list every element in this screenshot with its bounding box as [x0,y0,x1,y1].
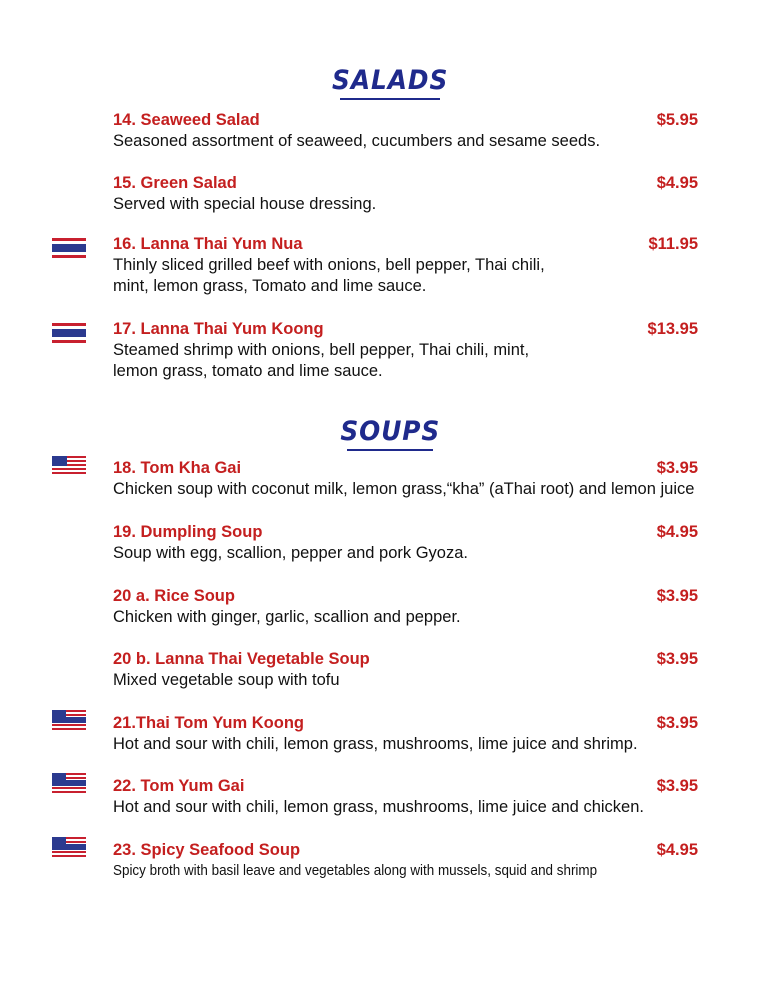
us-thai-flag-icon [52,837,86,857]
item-name: 16. Lanna Thai Yum Nua [113,235,303,253]
us-flag-icon [52,456,86,476]
item-description: Soup with egg, scallion, pepper and pork Gyoza. [113,544,468,562]
thai-flag-icon [52,238,86,258]
us-thai-flag-icon [52,710,86,730]
item-price: $5.95 [656,111,698,129]
us-thai-flag-icon [52,773,86,793]
item-price: $4.95 [656,841,698,859]
item-name: 20 a. Rice Soup [113,587,235,605]
salads-title: SALADS [331,65,449,96]
thai-flag-icon [52,323,86,343]
item-name: 23. Spicy Seafood Soup [113,841,301,859]
item-price: $3.95 [656,459,698,477]
item-name: 14. Seaweed Salad [113,111,260,129]
soups-title: SOUPS [340,416,440,447]
item-description: Served with special house dressing. [113,195,377,213]
item-price: $4.95 [656,523,698,541]
item-description: Steamed shrimp with onions, bell pepper, Thai chili, mint, lemon grass, tomato and lime sauce. [113,341,530,380]
item-price: $3.95 [656,587,698,605]
item-name: 19. Dumpling Soup [113,523,263,541]
salads-title-underline [340,98,440,100]
soups-heading [0,417,780,451]
item-name: 21.Thai Tom Yum Koong [113,714,304,732]
item-description: Mixed vegetable soup with tofu [113,671,340,689]
salads-heading [0,66,780,100]
item-description: Hot and sour with chili, lemon grass, mushrooms, lime juice and shrimp. [113,735,638,753]
item-price: $3.95 [656,777,698,795]
item-description: Thinly sliced grilled beef with onions, bell pepper, Thai chili, mint, lemon grass, Tomato and lime sauce. [113,256,545,295]
item-price: $4.95 [656,174,698,192]
soups-title-underline [347,449,433,451]
item-price: $3.95 [656,650,698,668]
item-name: 18. Tom Kha Gai [113,459,242,477]
item-name: 17. Lanna Thai Yum Koong [113,320,324,338]
item-name: 15. Green Salad [113,174,237,192]
item-description: Chicken soup with coconut milk, lemon grass,“kha” (aThai root) and lemon juice [113,480,695,498]
item-name: 20 b. Lanna Thai Vegetable Soup [113,650,370,668]
item-description: Seasoned assortment of seaweed, cucumbers and sesame seeds. [113,132,601,150]
item-description: Spicy broth with basil leave and vegetables along with mussels, squid and shrimp [113,863,598,879]
item-description: Hot and sour with chili, lemon grass, mushrooms, lime juice and chicken. [113,798,644,816]
item-name: 22. Tom Yum Gai [113,777,245,795]
item-price: $3.95 [656,714,698,732]
item-price: $13.95 [647,320,698,338]
item-description: Chicken with ginger, garlic, scallion and pepper. [113,608,461,626]
item-price: $11.95 [648,235,698,253]
